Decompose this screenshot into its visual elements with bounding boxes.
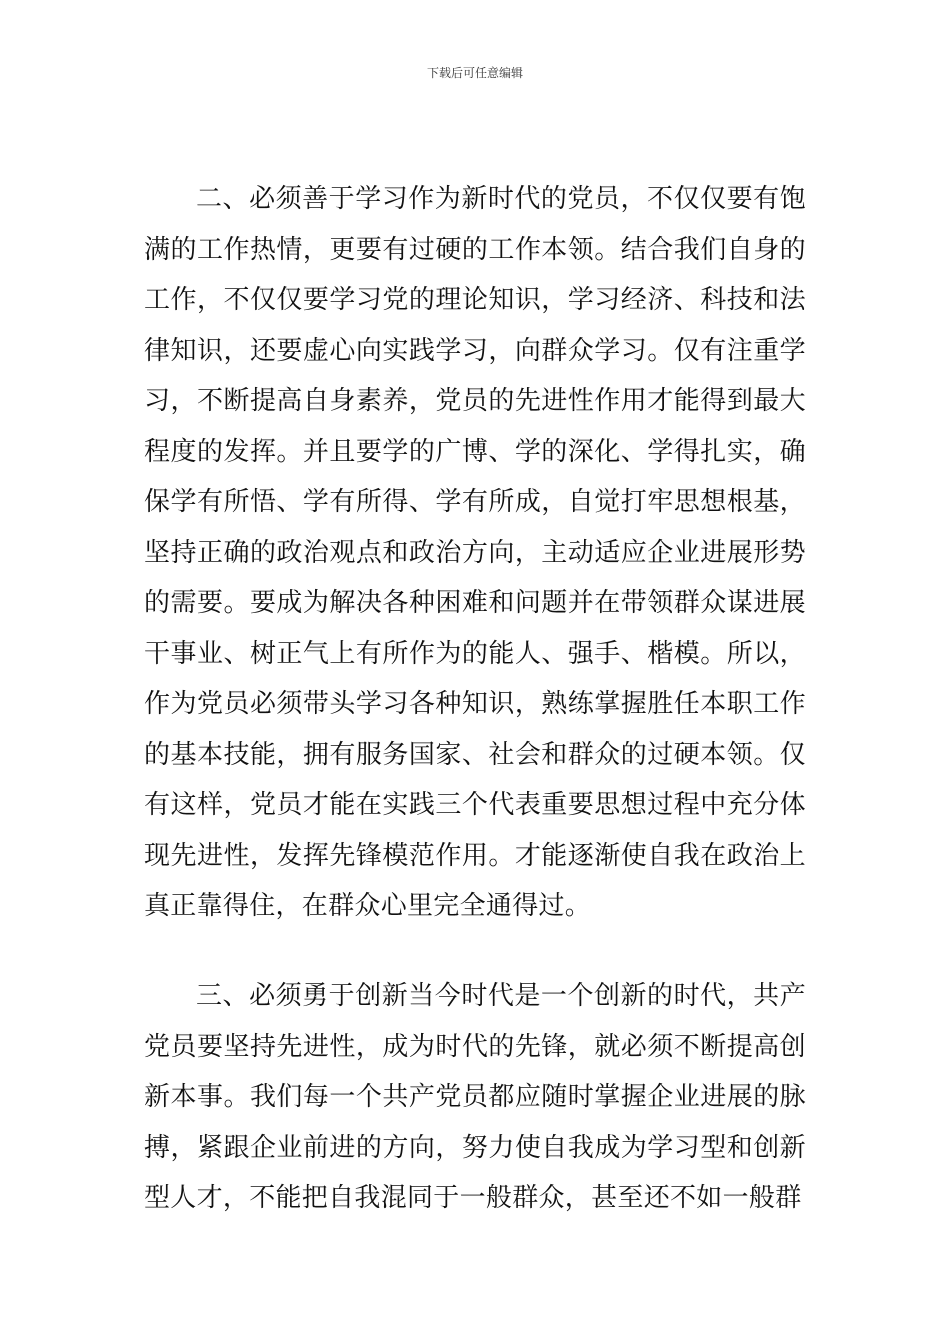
paragraph-learning: 二、必须善于学习作为新时代的党员，不仅仅要有饱满的工作热情，更要有过硬的工作本领。结合我们自身的工作，不仅仅要学习党的理论知识，学习经济、科技和法律知识，还要虚心向实践学习，向群众学习。仅有注重学习，不断提高自身素养，党员的先进性作用才能得到最大程度的发挥。并且要学的广博、学的深化、学得扎实，确保学有所悟、学有所得、学有所成，自觉打牢思想根基，坚持正确的政治观点和政治方向，主动适应企业进展形势的需要。要成为解决各种困难和问题并在带领群众谋进展干事业、树正气上有所作为的能人、强手、楷模。所以，作为党员必须带头学习各种知识，熟练掌握胜任本职工作的基本技能，拥有服务国家、社会和群众的过硬本领。仅有这样，党员才能在实践三个代表重要思想过程中充分体现先进性，发挥先锋模范作用。才能逐渐使自我在政治上真正靠得住，在群众心里完全通得过。 [144,184,806,921]
page-header: 下载后可任意编辑 [426,66,523,80]
paragraph-innovation: 三、必须勇于创新当今时代是一个创新的时代，共产党员要坚持先进性，成为时代的先锋，就必须不断提高创新本事。我们每一个共产党员都应随时掌握企业进展的脉搏，紧跟企业前进的方向，努力使自我成为学习型和创新型人才，不能把自我混同于一般群众，甚至还不如一般群 [144,981,806,1213]
